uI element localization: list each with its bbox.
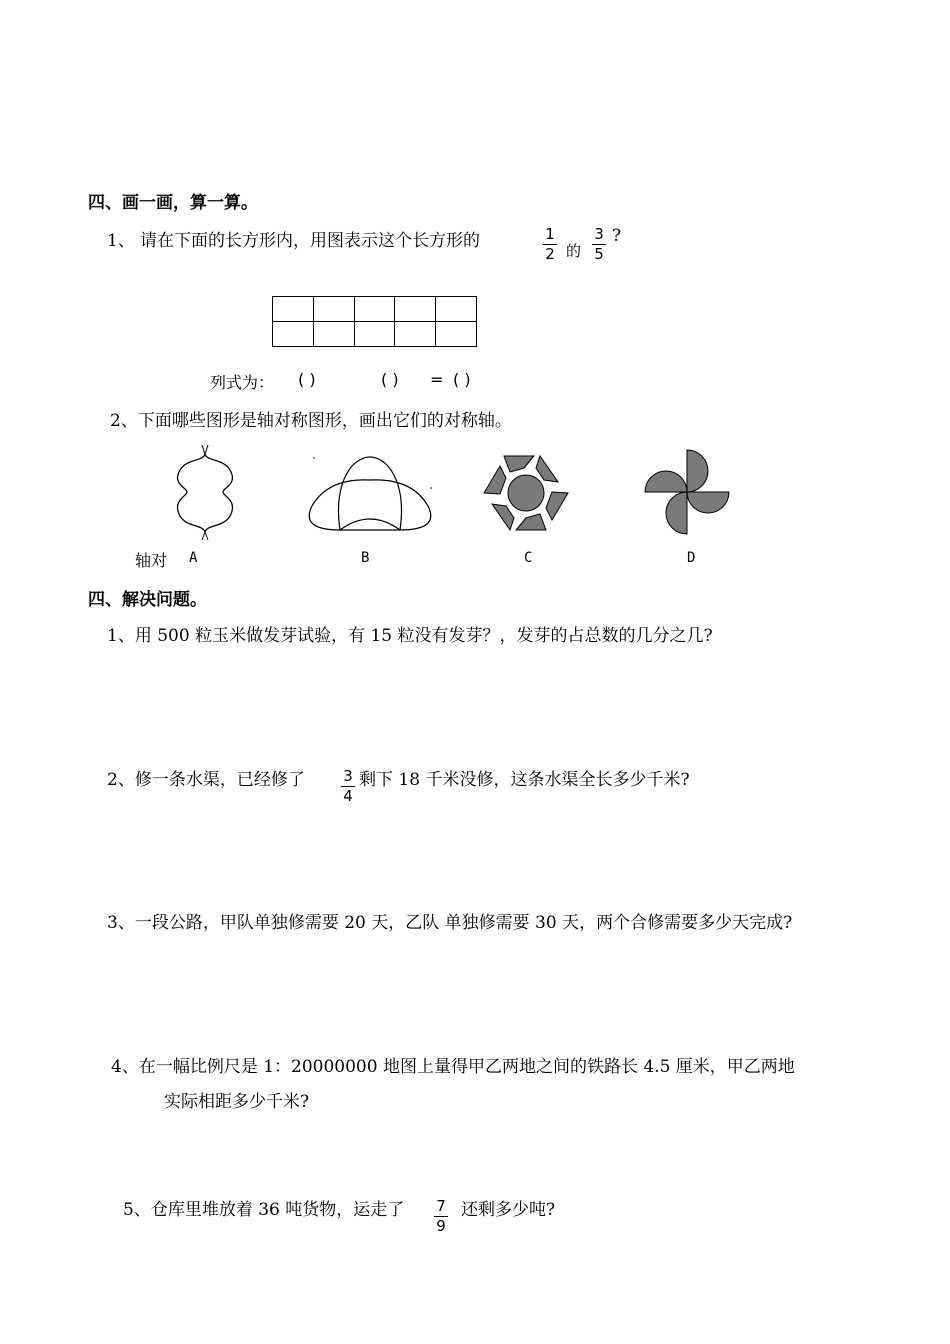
- fraction-three-fifths: [592, 226, 606, 263]
- fraction-three-quarters: [341, 768, 355, 805]
- fraction-denominator: 5: [594, 245, 604, 263]
- figure-label-a: A: [189, 550, 198, 566]
- fraction-numerator: 3: [594, 225, 604, 243]
- figure-b-trefoil-shape: [300, 448, 440, 538]
- problem-5-text-after: 还剩多少吨?: [461, 1200, 556, 1220]
- fraction-one-half: [543, 226, 557, 263]
- axis-label: 轴对: [135, 551, 168, 570]
- figure-label-d: D: [687, 550, 696, 566]
- question-1-number: 1、: [107, 231, 135, 251]
- of-word: 的: [566, 242, 582, 260]
- problem-3-text: 3、一段公路，甲队单独修需要 20 天，乙队 单独修需要 30 天，两个合修需要多少天完成?: [107, 913, 793, 933]
- question-1-text: 请在下面的长方形内，用图表示这个长方形的: [140, 231, 480, 251]
- grid-cell[interactable]: [354, 322, 395, 347]
- figure-d-windmill: [640, 448, 734, 538]
- grid-row: [273, 322, 477, 347]
- fraction-denominator: 9: [436, 1217, 446, 1235]
- figure-label-b: B: [361, 550, 370, 566]
- problem-2-text-after: 剩下 18 千米没修，这条水渠全长多少千米?: [359, 770, 690, 790]
- fraction-numerator: 3: [343, 767, 353, 785]
- grid-cell[interactable]: [273, 322, 314, 347]
- grid-row: [273, 297, 477, 322]
- problem-4-line-2: 实际相距多少千米?: [164, 1092, 310, 1112]
- formula-blank-2[interactable]: ( ): [381, 370, 399, 389]
- grid-cell[interactable]: [395, 322, 436, 347]
- formula-blank-1[interactable]: ( ): [298, 370, 316, 389]
- fraction-denominator: 2: [545, 245, 555, 263]
- fraction-seven-ninths: [434, 1198, 448, 1235]
- fraction-numerator: 7: [436, 1197, 446, 1215]
- grid-cell[interactable]: [436, 322, 477, 347]
- problem-2-text-before: 2、修一条水渠，已经修了: [107, 770, 305, 790]
- question-2-text: 2、下面哪些图形是轴对称图形，画出它们的对称轴。: [110, 411, 512, 431]
- section-title-draw: 四、画一画，算一算。: [88, 193, 258, 213]
- grid-cell[interactable]: [395, 297, 436, 322]
- figure-a-vase-shape: [165, 440, 245, 545]
- problem-1-text: 1、用 500 粒玉米做发芽试验，有 15 粒没有发芽？，发芽的占总数的几分之几?: [107, 626, 713, 646]
- grid-cell[interactable]: [313, 322, 354, 347]
- question-1-end: ?: [612, 226, 622, 246]
- fraction-denominator: 4: [343, 787, 353, 805]
- formula-equals: =: [430, 370, 444, 389]
- grid-cell[interactable]: [273, 297, 314, 322]
- formula-blank-3[interactable]: ( ): [453, 370, 471, 389]
- figure-label-c: C: [524, 550, 533, 566]
- rectangle-grid[interactable]: [272, 296, 477, 347]
- formula-label: 列式为：: [210, 373, 275, 392]
- section-title-solve: 四、解决问题。: [88, 590, 207, 610]
- grid-cell[interactable]: [354, 297, 395, 322]
- problem-5-text-before: 5、仓库里堆放着 36 吨货物，运走了: [123, 1200, 405, 1220]
- grid-cell[interactable]: [313, 297, 354, 322]
- problem-4-line-1: 4、在一幅比例尺是 1：20000000 地图上量得甲乙两地之间的铁路长 4.5 厘米，甲乙两地: [111, 1057, 795, 1077]
- fraction-numerator: 1: [545, 225, 555, 243]
- grid-cell[interactable]: [436, 297, 477, 322]
- figure-c-hexagon-pinwheel: [480, 452, 572, 534]
